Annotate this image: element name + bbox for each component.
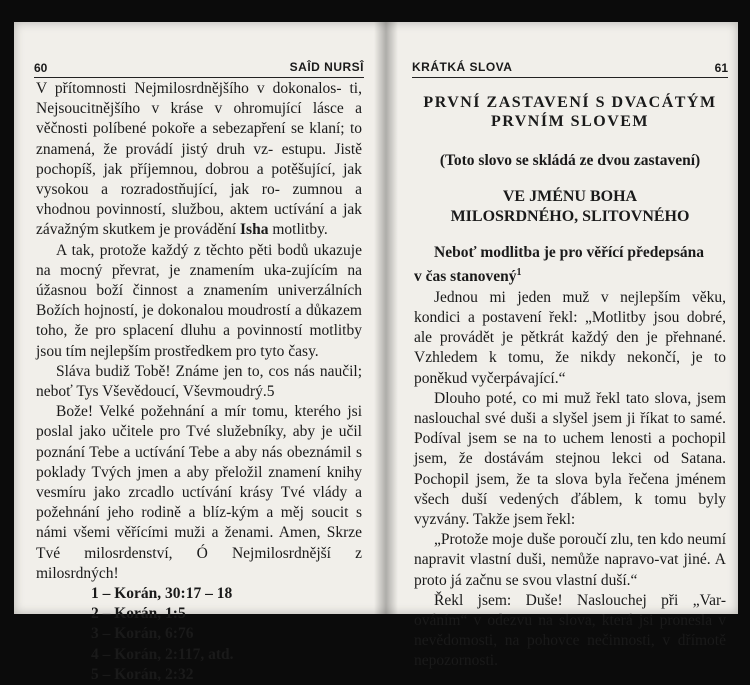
bismillah-title: VE JMÉNU BOHA MILOSRDNÉHO, SLITOVNÉHO <box>450 188 690 226</box>
left-paragraph-2: A tak, protože každý z těchto pěti bodů ukazuje na mocný převrat, je znamením uka-zujícím na úžasnou boží činnost a znamením univerzálních Božích hojností, je dokonalou moudrostí a důkazem toho, že pro splacení dluhu a povinností motlitby jsou tím nejlepším prostředkem pro tyto časy. <box>36 241 362 360</box>
right-page-body <box>414 79 726 672</box>
left-page-body <box>36 79 362 685</box>
verse-subheading: Neboť modlitba je pro věřící předepsána v čas stanovený$^1$ <box>414 244 704 286</box>
reference-item: 1 – Korán, 30:17 – 18 <box>91 585 233 603</box>
right-running-title: KRÁTKÁ SLOVA <box>412 60 513 74</box>
chapter-note: (Toto slovo se skládá ze dvou zastavení) <box>439 152 701 169</box>
right-page-number: 61 <box>714 61 728 75</box>
footnote-marker: 1 <box>516 267 522 279</box>
left-page-header <box>34 55 364 78</box>
right-paragraph-2: Dlouho poté, co mi muž řekl tato slova, jsem naslouchal své duši a slyšel jsem ji říkat to samé. Podíval jsem se na to uchem lenosti a pochopil jsem, že dostávám stejnou lekci od Satana. Pochopil jsem, že ta slova byla řečena jménem všech duší vedených ďáblem, k tomu byly vyzvány. Takže jsem řekl: <box>414 389 726 528</box>
left-paragraph-3: Sláva budiž Tobě! Známe jen to, cos nás naučil; neboť Tys Vševědoucí, Vševmoudrý.5 <box>36 362 362 401</box>
left-running-title: SAÎD NURSÎ <box>289 60 364 74</box>
isha-term: Isha <box>240 221 269 239</box>
right-page-header <box>412 55 728 78</box>
book-gutter <box>374 22 398 614</box>
reference-item: 3 – Korán, 6:76 <box>91 625 194 643</box>
right-paragraph-1: Jednou mi jeden muž v nejlepším věku, kondici a postavení řekl: „Motlitby jsou dobré, ale provádět je pětkrát každý den je přehnané. Vzhledem k tomu, že nikdy nekončí, je to poněkud vyčerpávající.“ <box>414 288 726 387</box>
left-paragraph-4: Bože! Velké požehnání a mír tomu, kterého jsi poslal jako učitele pro Tvé služebníky, aby je učil poznání Tebe a uctívání Tebe a aby nás obeznámil s poklady Tvých jmen a aby přeložil znamení knihy vesmíru jako zrcadlo uctívání krásy Tvé vlády a požehnání jeho rodině a blíz-kým a měj soucit s námi všemi věřícími muži a ženami. Amen, Skrze Tvé milosrdenství, Ó Nejmilosrdnější z milosrdných! <box>36 403 362 582</box>
reference-item: 4 – Korán, 2:117, atd. <box>91 645 234 663</box>
reference-item: 2 – Korán, 1:5 <box>91 605 186 623</box>
quran-references <box>36 584 362 685</box>
left-paragraph-1: V přítomnosti Nejmilosrdnějšího v dokonalos- ti, Nejsoucitnějšího v kráse v ohromující lásce a věčnosti políbené pokoře a sebezapření se klaní; to znamená, že provádí jistý druh vz- estupu. Jistě pochopíš, jak příjemnou, dobrou a potěšující, jak vysokou a rozradostňující, jak ro- zumnou a vhodnou povinností, službou, aktem uctívání a jak závažným skutkem je provádění Isha motlitby. <box>36 80 363 239</box>
right-paragraph-3: „Protože moje duše poroučí zlu, ten kdo neumí napravit vlastní duši, nemůže napravo-vat jiné. A proto já začnu se svou vlastní duší.“ <box>414 531 726 589</box>
right-paragraph-4: Řekl jsem: Duše! Naslouchej při „Var-ováním“ v odezvu na slova, která jsi pronesla v nevědomosti, na pohovce nečinnosti, v dřímotě nepozornosti. <box>414 591 726 670</box>
right-page <box>398 22 738 670</box>
open-book <box>14 22 738 683</box>
reference-item: 5 – Korán, 2:32 <box>91 665 194 683</box>
left-page-number: 60 <box>34 61 48 75</box>
left-page <box>14 22 376 683</box>
chapter-title: PRVNÍ ZASTAVENÍ S DVACÁTÝM PRVNÍM SLOVEM <box>423 94 717 130</box>
